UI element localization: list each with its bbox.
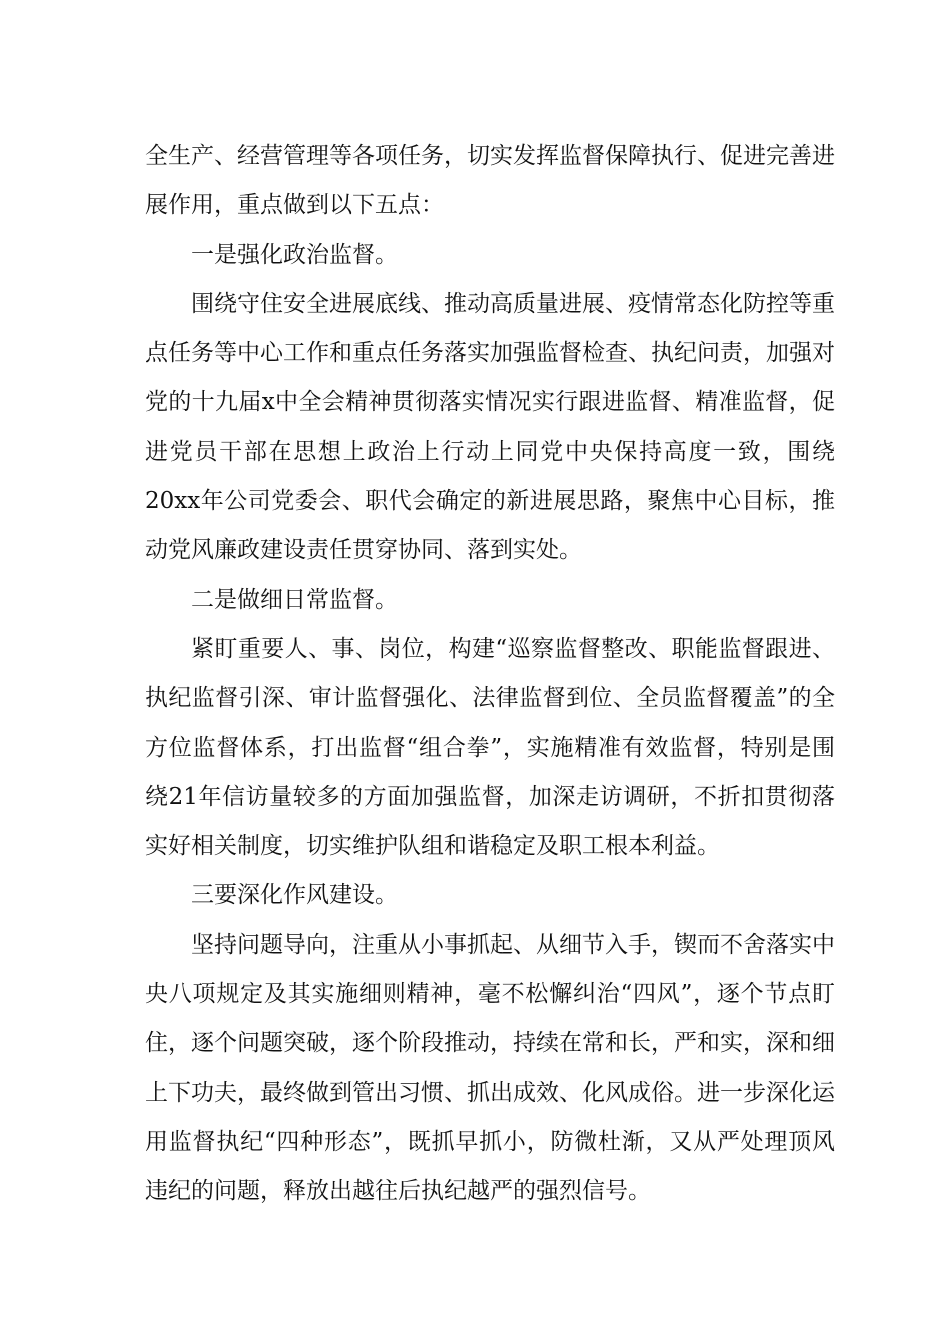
heading-work-style: 三要深化作风建设。 (191, 882, 398, 909)
paragraph-intro: 全生产、经营管理等各项任务，切实发挥监督保障执行、促进完善进展作用，重点做到以下五点： (145, 143, 835, 219)
paragraph-political-supervision: 围绕守住安全进展底线、推动高质量进展、疫情常态化防控等重点任务等中心工作和重点任务落实加强监督检查、执纪问责，加强对党的十九届x中全会精神贯彻落实情况实行跟进监督、精准监督，促进党员干部在思想上政治上行动上同党中央保持高度一致，围绕20xx年公司党委会、职代会确定的新进展思路，聚焦中心目标，推动党风廉政建设责任贯穿协同、落到实处。 (145, 290, 835, 564)
paragraph-work-style: 坚持问题导向，注重从小事抓起、从细节入手，锲而不舍落实中央八项规定及其实施细则精神，毫不松懈纠治“四风”，逐个节点盯住，逐个问题突破，逐个阶段推动，持续在常和长，严和实，深和细上下功夫，最终做到管出习惯、抓出成效、化风成俗。进一步深化运用监督执纪“四种形态”，既抓早抓小，防微杜渐，又从严处理顶风违纪的问题，释放出越往后执纪越严的强烈信号。 (145, 931, 835, 1205)
document-body (145, 132, 835, 1217)
paragraph-daily-supervision: 紧盯重要人、事、岗位，构建“巡察监督整改、职能监督跟进、执纪监督引深、审计监督强化、法律监督到位、全员监督覆盖”的全方位监督体系，打出监督“组合拳”，实施精准有效监督，特别是围绕21年信访量较多的方面加强监督，加深走访调研，不折扣贯彻落实好相关制度，切实维护队组和谐稳定及职工根本利益。 (145, 635, 835, 860)
heading-political-supervision: 一是强化政治监督。 (191, 241, 398, 268)
heading-daily-supervision: 二是做细日常监督。 (191, 586, 398, 613)
